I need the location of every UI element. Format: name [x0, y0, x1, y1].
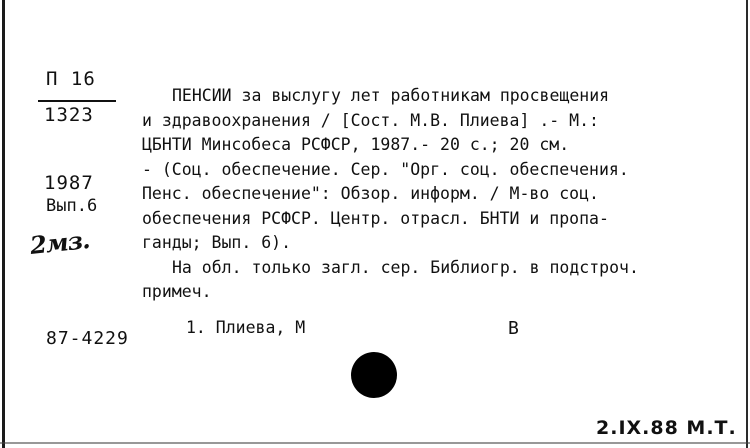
- card-bottom-edge: [0, 442, 750, 444]
- description-line: ЦБНТИ Минсобеса РСФСР, 1987.- 20 с.; 20 см.: [142, 135, 570, 154]
- description-line: и здравоохранения / [Сост. М.В. Плиева] .- М.:: [142, 110, 599, 130]
- note-line: примеч.: [142, 282, 212, 301]
- class-mark-divider: [38, 100, 116, 102]
- publication-year: 1987: [44, 172, 94, 194]
- description-line: обеспечения РСФСР. Центр. отрасл. БНТИ и пропа-: [142, 208, 609, 228]
- accession-number: 87-4229: [46, 328, 129, 349]
- description-line: ганды; Вып. 6).: [142, 233, 292, 252]
- punch-hole: [351, 352, 397, 398]
- note-line: На обл. только загл. сер. Библиогр. в подстроч.: [172, 257, 639, 277]
- issue-number: Вып.6: [46, 196, 98, 216]
- description-line: ПЕНСИИ за выслугу лет работникам просвещения: [172, 86, 610, 105]
- date-stamp: 2.IX.88 М.Т.: [596, 417, 737, 439]
- handwritten-note: 2мз.: [28, 224, 91, 261]
- description-line: Пенс. обеспечение": Обзор. информ. / М-во соц.: [142, 184, 599, 203]
- class-mark-bottom: 1323: [44, 104, 94, 126]
- bibliographic-description: [142, 84, 732, 305]
- letter-mark: В: [508, 318, 519, 339]
- card-right-edge: [746, 0, 748, 448]
- card-left-edge: [2, 0, 5, 448]
- added-entry-author: 1. Плиева, М: [186, 318, 306, 337]
- description-line: - (Соц. обеспечение. Сер. "Орг. соц. обеспечения.: [142, 159, 629, 179]
- class-mark-top: П 16: [46, 68, 96, 90]
